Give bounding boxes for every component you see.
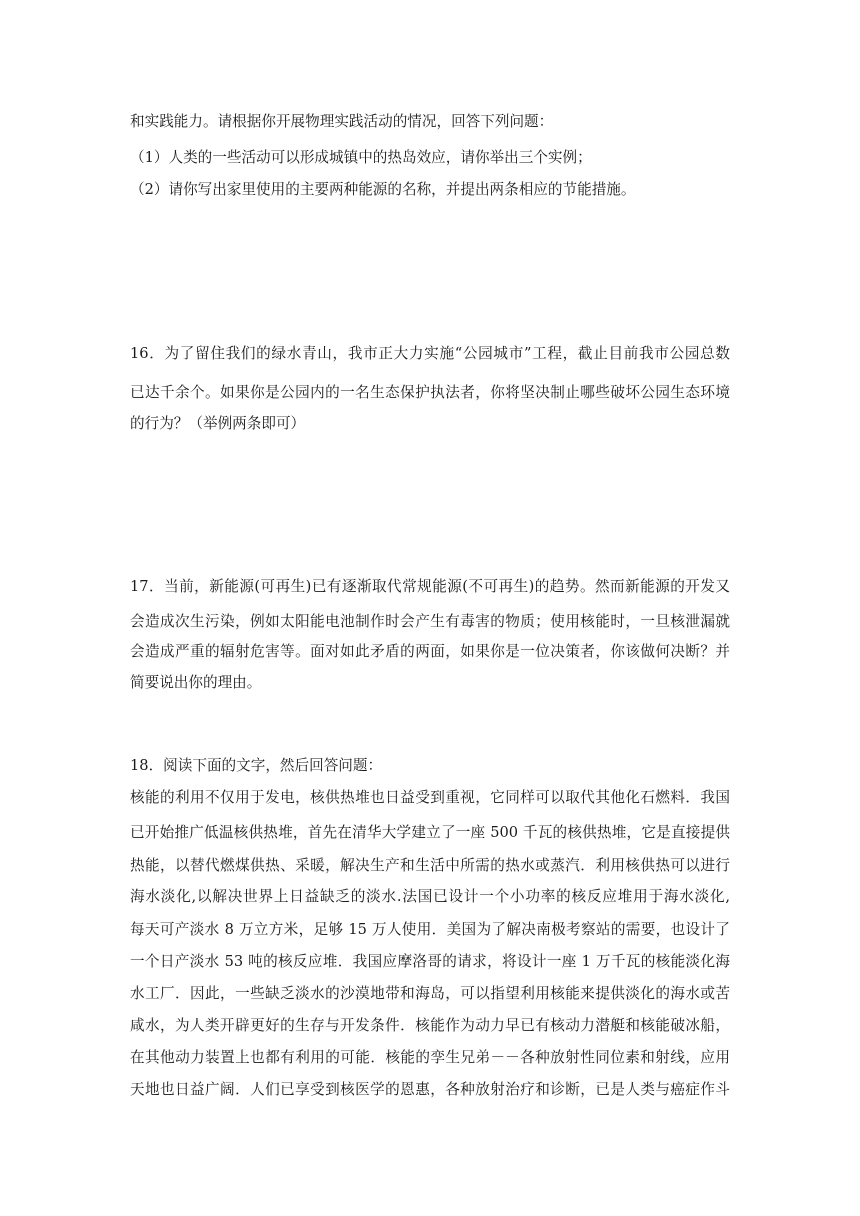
- q18-line-7: 水工厂．因此，一些缺乏淡水的沙漠地带和海岛，可以指望利用核能来提供淡化的海水或苦: [130, 985, 730, 1002]
- q18-line-9: 在其他动力装置上也都有利用的可能．核能的孪生兄弟－－各种放射性同位素和射线，应用: [130, 1049, 730, 1066]
- intro-line-2: （1）人类的一些活动可以形成城镇中的热岛效应，请你举出三个实例；: [130, 149, 592, 166]
- q18-line-1: 核能的利用不仅用于发电，核供热堆也日益受到重视，它同样可以取代其他化石燃料．我国: [130, 789, 730, 806]
- q18-heading: 18．阅读下面的文字，然后回答问题：: [130, 757, 383, 774]
- q17-line-2: 会造成次生污染，例如太阳能电池制作时会产生有毒害的物质；使用核能时，一旦核泄漏就: [130, 613, 730, 630]
- q17-line-4: 简要说出你的理由。: [130, 674, 262, 691]
- q18-line-8: 咸水，为人类开辟更好的生存与开发条件．核能作为动力早已有核动力潜艇和核能破冰船，: [130, 1017, 730, 1034]
- q18-line-10: 天地也日益广阔．人们已享受到核医学的恩惠，各种放射治疗和诊断，已是人类与癌症作斗: [130, 1081, 730, 1098]
- q18-line-3: 热能，以替代燃煤供热、采暖，解决生产和生活中所需的热水或蒸汽．利用核供热可以进行: [130, 857, 730, 874]
- q18-line-4: 海水淡化,以解决世界上日益缺乏的淡水.法国已设计一个小功率的核反应堆用于海水淡化,: [130, 888, 730, 905]
- intro-line-3: （2）请你写出家里使用的主要两种能源的名称，并提出两条相应的节能措施。: [130, 181, 636, 198]
- q16-line-3: 的行为？（举例两条即可）: [130, 415, 306, 432]
- q16-line-2: 已达千余个。如果你是公园内的一名生态保护执法者，你将坚决制止哪些破坏公园生态环境: [130, 384, 730, 401]
- q16-line-1: 16．为了留住我们的绿水青山，我市正大力实施“公园城市”工程，截止目前我市公园总数: [130, 345, 730, 362]
- intro-line-1: 和实践能力。请根据你开展物理实践活动的情况，回答下列问题：: [130, 113, 554, 130]
- q17-line-1: 17．当前，新能源(可再生)已有逐渐取代常规能源(不可再生)的趋势。然而新能源的开发又: [130, 578, 730, 595]
- q18-line-5: 每天可产淡水 8 万立方米，足够 15 万人使用．美国为了解决南极考察站的需要，也设计了: [130, 921, 730, 938]
- q17-line-3: 会造成严重的辐射危害等。面对如此矛盾的两面，如果你是一位决策者，你该做何决断？并: [130, 643, 730, 660]
- q18-line-2: 已开始推广低温核供热堆，首先在清华大学建立了一座 500 千瓦的核供热堆，它是直接提供: [130, 824, 730, 841]
- q18-line-6: 一个日产淡水 53 吨的核反应堆．我国应摩洛哥的请求，将设计一座 1 万千瓦的核能淡化海: [130, 953, 730, 970]
